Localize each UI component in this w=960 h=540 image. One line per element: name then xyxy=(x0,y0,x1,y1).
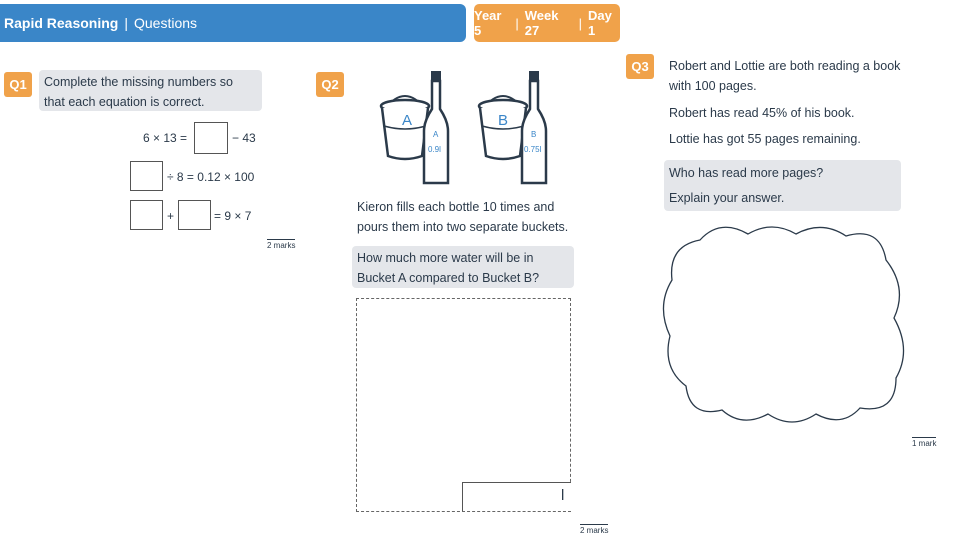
q1-eq3-answer-box-2[interactable] xyxy=(178,200,211,230)
q2-text: Kieron fills each bottle 10 times and pours them into two separate buckets. xyxy=(357,200,569,234)
q2-working-area[interactable] xyxy=(356,298,571,512)
q1-eq3-answer-box-1[interactable] xyxy=(130,200,163,230)
q3-question2: Explain your answer. xyxy=(669,191,785,205)
q1-eq2-right: ÷ 8 = 0.12 × 100 xyxy=(167,170,255,184)
q1-eq1-left: 6 × 13 = xyxy=(143,131,188,145)
bottle-b-icon xyxy=(519,69,549,187)
header-title-bar xyxy=(0,4,466,42)
header-subtitle: Questions xyxy=(134,15,198,31)
bottle-a-letter: A xyxy=(433,130,439,139)
q3-line2: Robert has read 45% of his book. xyxy=(669,106,855,120)
bottle-b-volume: 0.75l xyxy=(524,145,542,154)
q1-eq1-right: − 43 xyxy=(232,131,256,145)
q2-unit: l xyxy=(561,487,565,504)
q3-question-box xyxy=(664,160,901,211)
bottle-a-volume: 0.9l xyxy=(428,145,441,154)
header-day: Day 1 xyxy=(587,8,612,38)
q1-eq3-plus: + xyxy=(167,209,175,223)
header-separator-2: | xyxy=(578,15,582,31)
q1-badge: Q1 xyxy=(4,72,32,97)
q1-eq2-answer-box[interactable] xyxy=(130,161,163,191)
bucket-a-label: A xyxy=(402,112,413,129)
bottle-a-icon xyxy=(421,69,451,187)
q1-instruction: Complete the missing numbers so that each equation is correct. xyxy=(39,70,262,111)
bucket-b-label: B xyxy=(498,112,509,129)
q2-marks: 2 marks xyxy=(580,526,609,535)
q1-marks: 2 marks xyxy=(267,241,296,250)
q3-badge: Q3 xyxy=(626,54,654,79)
q3-cloud-answer-area[interactable] xyxy=(660,218,910,428)
q1-eq3-right: = 9 × 7 xyxy=(214,209,252,223)
q3-line3: Lottie has got 55 pages remaining. xyxy=(669,132,861,146)
q2-badge: Q2 xyxy=(316,72,344,97)
header-year: Year 5 xyxy=(474,8,502,38)
q2-answer-box[interactable] xyxy=(462,482,571,511)
header-separator: | xyxy=(124,15,128,31)
bottle-b-letter: B xyxy=(531,130,537,139)
q3-line1: Robert and Lottie are both reading a book with 100 pages. xyxy=(669,59,901,93)
header-date-badge xyxy=(474,4,620,42)
q2-question: How much more water will be in Bucket A compared to Bucket B? xyxy=(352,246,574,288)
header-title: Rapid Reasoning xyxy=(4,15,119,31)
q3-question1: Who has read more pages? xyxy=(669,166,824,180)
q1-eq1-answer-box[interactable] xyxy=(194,122,228,154)
header-week: Week 27 xyxy=(524,8,559,38)
header-separator-1: | xyxy=(515,15,519,31)
q3-marks: 1 mark xyxy=(912,439,937,448)
